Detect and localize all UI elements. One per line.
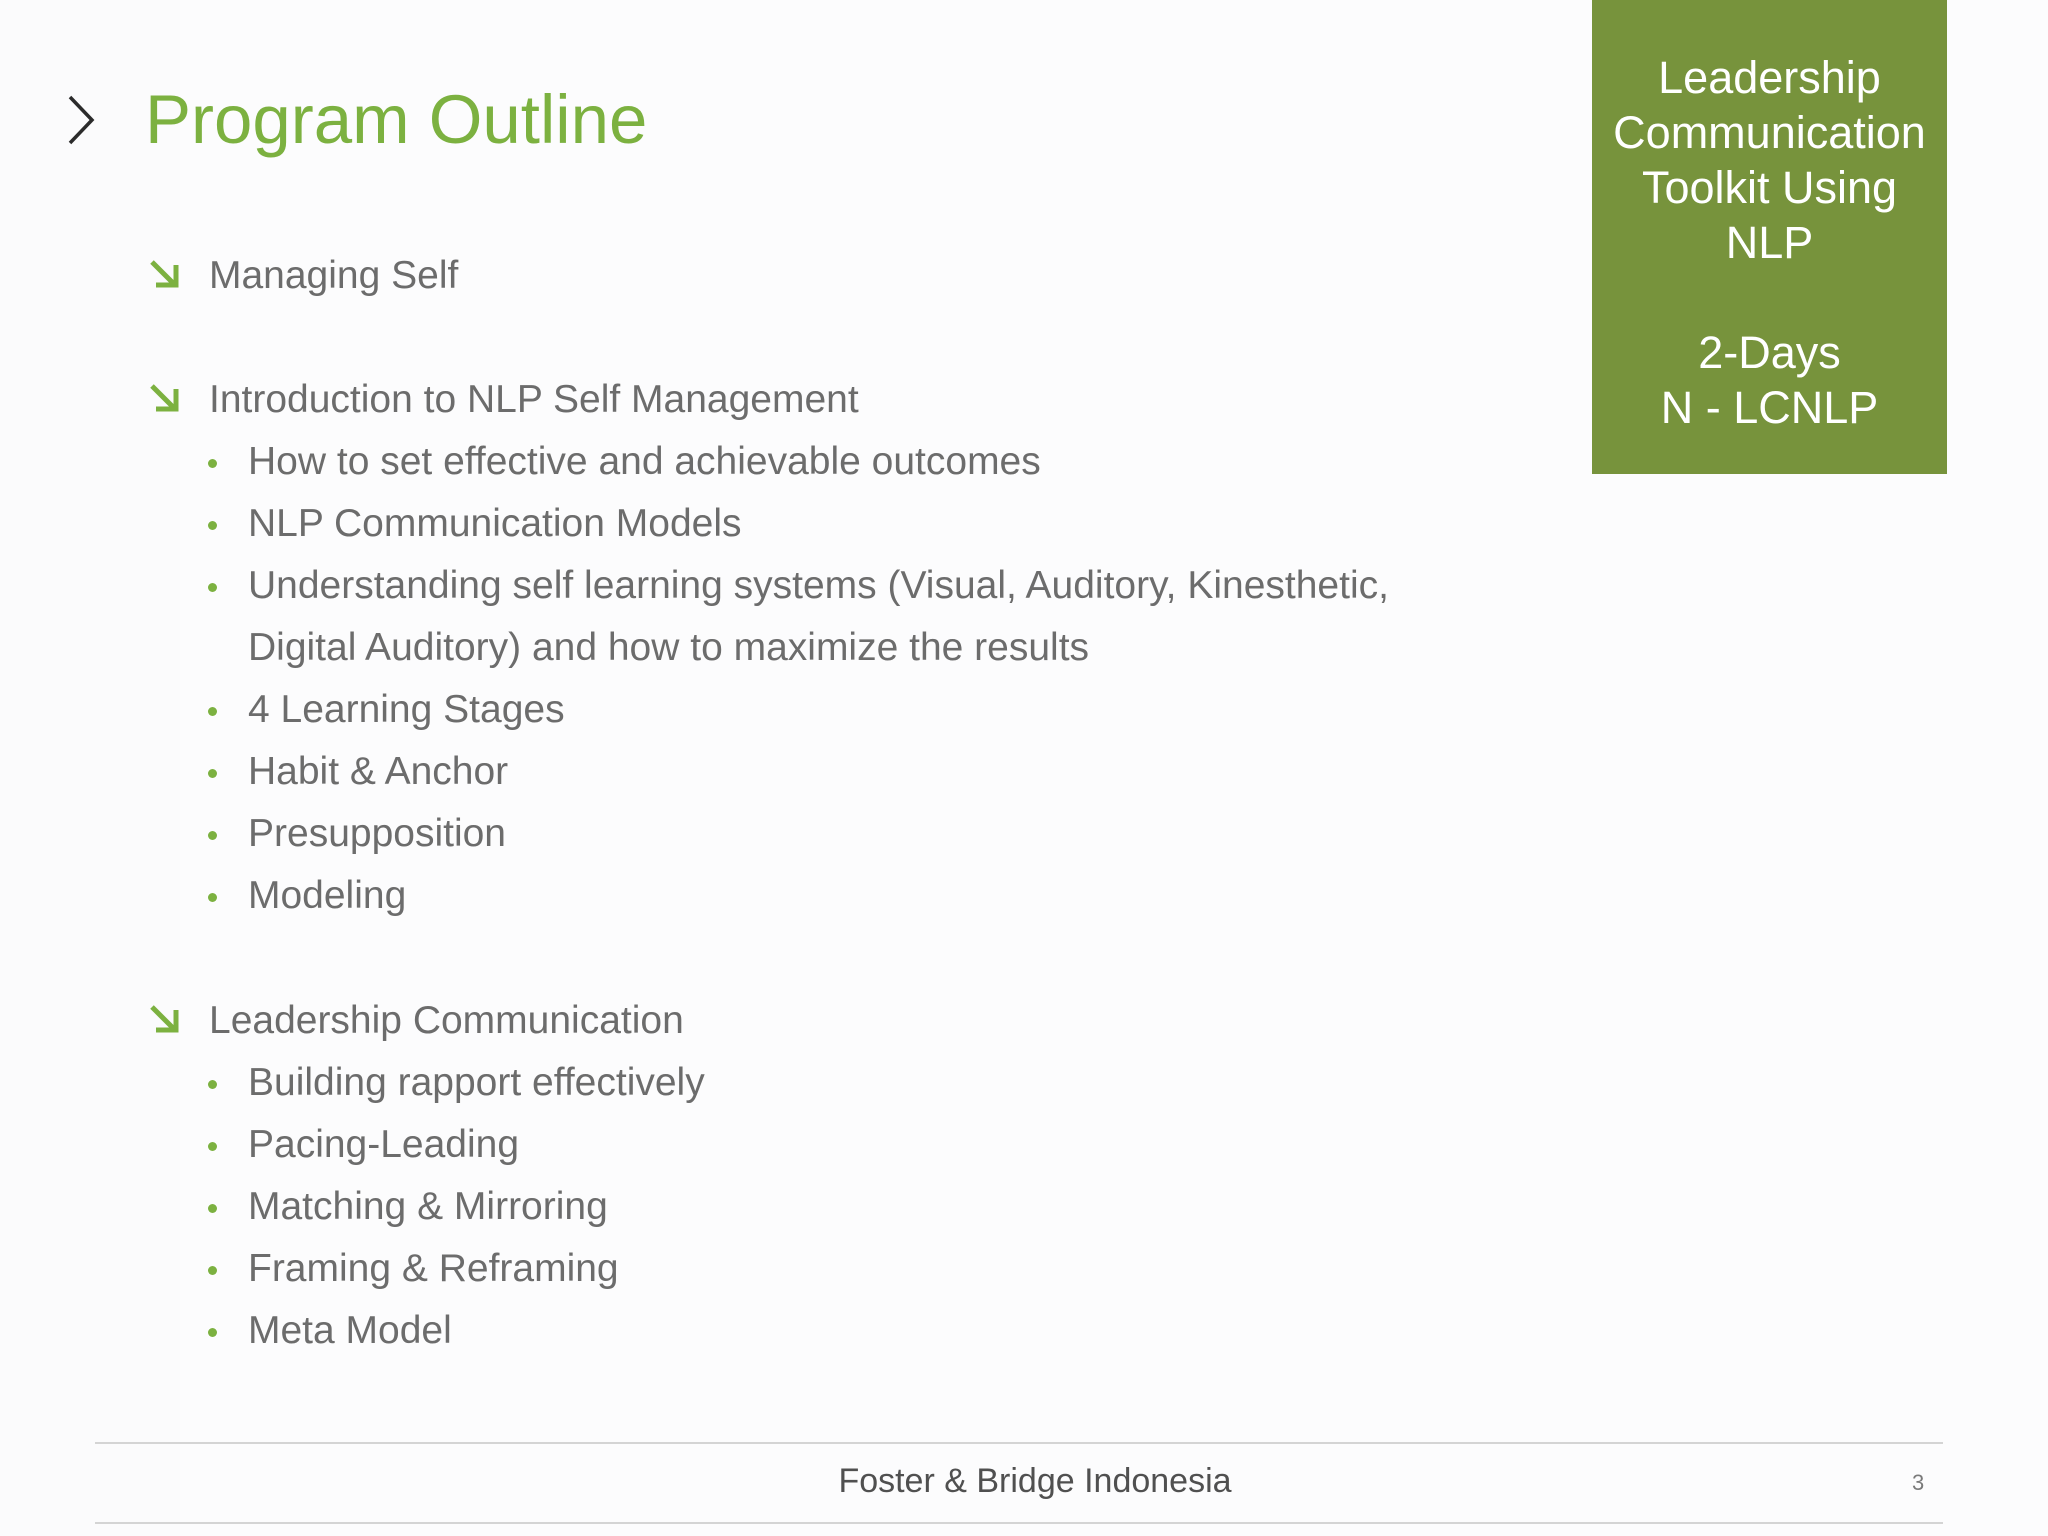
list-item: Framing & Reframing	[248, 1247, 619, 1290]
badge-code: N - LCNLP	[1660, 382, 1879, 433]
section-heading-leadership-communication: Leadership Communication	[209, 999, 684, 1042]
list-item: How to set effective and achievable outcomes	[248, 440, 1041, 483]
list-item: Modeling	[248, 874, 407, 917]
footer-divider-top	[95, 1442, 1943, 1444]
bullet-dot	[208, 1328, 217, 1337]
bullet-dot	[208, 1080, 217, 1089]
page-title: Program Outline	[145, 81, 648, 158]
bullet-dot	[208, 893, 217, 902]
footer-company: Foster & Bridge Indonesia	[838, 1462, 1232, 1500]
bullet-dot	[208, 1266, 217, 1275]
page-number: 3	[1912, 1470, 1925, 1495]
badge-line-3: Toolkit Using	[1641, 162, 1898, 213]
list-item: Habit & Anchor	[248, 750, 509, 793]
bullet-dot	[208, 707, 217, 716]
bullet-dot	[208, 521, 217, 530]
bullet-dot	[208, 459, 217, 468]
list-item: Meta Model	[248, 1309, 452, 1352]
list-item: Pacing-Leading	[248, 1123, 520, 1166]
section-heading-managing-self: Managing Self	[209, 254, 459, 297]
list-item: 4 Learning Stages	[248, 688, 565, 731]
list-item-continuation: Digital Auditory) and how to maximize the results	[248, 626, 1090, 669]
section-heading-nlp-self-management: Introduction to NLP Self Management	[209, 378, 859, 421]
footer-divider-bottom	[95, 1522, 1943, 1524]
badge-line-1: Leadership	[1658, 52, 1881, 103]
bullet-dot	[208, 831, 217, 840]
list-item: Matching & Mirroring	[248, 1185, 608, 1228]
bullet-dot	[208, 583, 217, 592]
list-item: Building rapport effectively	[248, 1061, 705, 1104]
bullet-dot	[208, 769, 217, 778]
arrow-down-right-icon	[146, 1001, 182, 1037]
badge-line-4: NLP	[1725, 217, 1814, 268]
arrow-down-right-icon	[146, 380, 182, 416]
list-item: NLP Communication Models	[248, 502, 742, 545]
badge-line-2: Communication	[1613, 107, 1926, 158]
arrow-down-right-icon	[146, 256, 182, 292]
program-badge	[1592, 0, 1947, 474]
list-item: Understanding self learning systems (Visual, Auditory, Kinesthetic,	[248, 564, 1389, 607]
list-item: Presupposition	[248, 812, 506, 855]
bullet-dot	[208, 1142, 217, 1151]
bullet-dot	[208, 1204, 217, 1213]
badge-duration: 2-Days	[1698, 327, 1841, 378]
